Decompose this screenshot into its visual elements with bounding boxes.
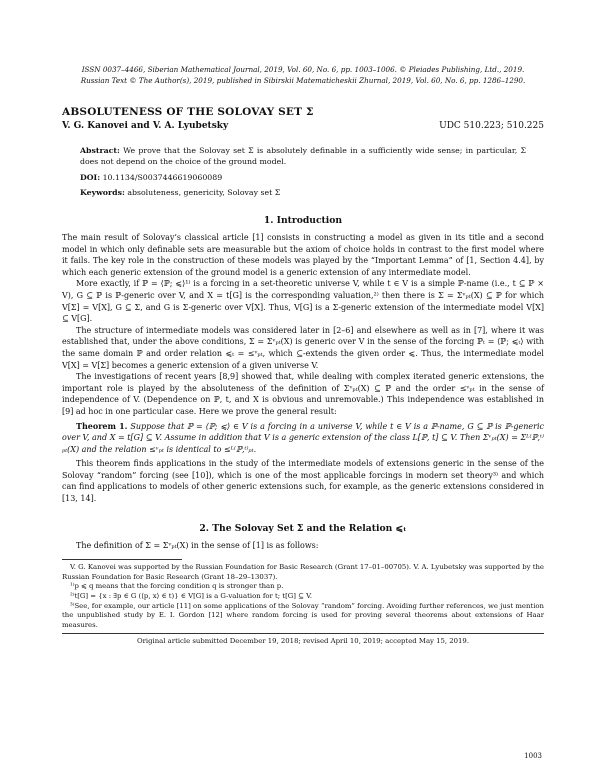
footnote-1: ¹⁾p ⩽ q means that the forcing condition q is stronger than p. (70, 582, 284, 591)
paragraph: More exactly, if ℙ = ⟨ℙ; ⩽⟩¹⁾ is a forcing in a set-theoretic universe V, while t ∈ V is a simple ℙ-name (i.e., t ⊆ ℙ × V), G ⊆ ℙ is ℙ-generic over V, and X = t[G] is the corresponding valuation,²⁾ then there is Σ = Σᵛₚₜ(X) ⊆ ℙ for which V[Σ] = V[X], G ⊆ Σ, and G is Σ-generic over V[X]. Thus, V[G] is a Σ-generic extension of the intermediate model V[X] ⊆ V[G]. (62, 279, 544, 324)
footnote-funding: V. G. Kanovei was supported by the Russian Foundation for Basic Research (Grant 17–01–00705). V. A. Lyubetsky was supported by the Russian Foundation for Basic Research (Grant 18–29–13037). (62, 563, 544, 581)
paragraph: The investigations of recent years [8,9] showed that, while dealing with complex iterated generic extensions, the important role is played by the absoluteness of the definition of Σᵛₚₜ(X) ⊆ ℙ and the order ≤ᵛₚₜ in the sense of independence of V. (Dependence on ℙ, t, and X is obvious and unremovable.) This independence was established in [9] ad hoc in one particular case. Here we prove the general result: (62, 372, 544, 416)
udc-code: UDC 510.223; 510.225 (439, 121, 544, 131)
theorem-text: Suppose that ℙ = ⟨ℙ; ⩽⟩ ∈ V is a forcing in a universe V, while t ∈ V is a ℙ-name, G ⊆ ℙ is ℙ-generic over V, and X = t[G] ⊆ V. Assume in addition that V is a generic extension of the class L[ℙ, t] ⊆ V. Then Σᵛₚₜ(X) = Σᴸ⁽ℙ,ᵗ⁾ₚₜ(X) and the relation ≤ᵛₚₜ is identical to ≤ᴸ⁽ℙ,ᵗ⁾ₚₜ. (62, 421, 545, 454)
doi-value: 10.1134/S0037446619060089 (102, 173, 223, 182)
abstract-text: We prove that the Solovay set Σ is absolutely definable in a sufficiently wide sense; in particular, Σ does not depend on the choice of the ground model. (80, 146, 526, 166)
paragraph: The main result of Solovay’s classical article [1] consists in constructing a model as given in its title and a second model in which only definable sets are measurable but the axiom of choice holds in contrast to the first model where it fails. The key role in the construction of these models was played by the “Important Lemma” of [1, Section 4.4], by which each generic extension of the ground model is a generic extension of any intermediate model. (62, 233, 544, 277)
doi (80, 173, 526, 182)
submission-dates: Original article submitted December 19, 2018; revised April 10, 2019; accepted May 15, 2019. (62, 633, 544, 645)
theorem-label: Theorem 1. (76, 420, 128, 431)
footnote-2: ²⁾t[G] = {x : ∃p ∈ G (⟨p, x⟩ ∈ t)} ∈ V[G] is a G-valuation for t; t[G] ⊆ V. (70, 592, 313, 601)
article-title: ABSOLUTENESS OF THE SOLOVAY SET Σ (62, 106, 314, 118)
keywords-label: Keywords: (80, 188, 125, 197)
footnote-3: ³⁾See, for example, our article [11] on some applications of the Solovay “random” forcing. Avoiding further references, we just mention the unpublished study by E. I. Gordon [12] where random forcing is used for proving several theorems about extensions of Haar measures. (62, 601, 544, 629)
journal-header-line1: ISSN 0037–4466, Siberian Mathematical Journal, 2019, Vol. 60, No. 6, pp. 1003–1006. © Pleiades Publishing, Ltd., 2019. (81, 65, 525, 74)
abstract (80, 145, 526, 167)
page-number: 1003 (524, 752, 542, 760)
authors: V. G. Kanovei and V. A. Lyubetsky (62, 121, 229, 131)
paragraph: This theorem finds applications in the study of the intermediate models of extensions generic in the sense of the Solovay “random” forcing (see [10]), which is one of the most applicable forcings in modern set theory³⁾ and which can find applications to models of other generic extensions such, for example, as the generic extensions considered in [13, 14]. (62, 459, 544, 504)
abstract-label: Abstract: (80, 146, 120, 155)
theorem-1 (62, 421, 544, 456)
keywords (80, 188, 526, 197)
article-page (62, 64, 544, 645)
author-row (62, 121, 544, 131)
doi-label: DOI: (80, 173, 101, 182)
journal-header-line2: Russian Text © The Author(s), 2019, published in Sibirskii Matematicheskii Zhurnal, 2019, Vol. 60, No. 6, pp. 1286–1290. (80, 76, 526, 85)
keywords-value: absoluteness, genericity, Solovay set Σ (127, 188, 281, 197)
footnote-rule (62, 559, 182, 560)
section-heading-solovay-set: 2. The Solovay Set Σ and the Relation ⩽ₜ (199, 522, 407, 534)
paragraph: The structure of intermediate models was considered later in [2–6] and elsewhere as well as in [7], where it was established that, under the above conditions, Σ = Σᵛₚₜ(X) is generic over V in the sense of the forcing ℙₜ = ⟨ℙ; ⩽ₜ⟩ with the same domain ℙ and order relation ⩽ₜ = ≤ᵛₚₜ, which ⊆-extends the given order ⩽. Thus, the intermediate model V[X] = V[Σ] becomes a generic extension of a given universe V. (62, 325, 544, 370)
section-heading-introduction: 1. Introduction (263, 215, 343, 226)
paragraph: The definition of Σ = Σᵛₚₜ(X) in the sense of [1] is as follows: (76, 540, 319, 550)
journal-header (62, 64, 544, 86)
